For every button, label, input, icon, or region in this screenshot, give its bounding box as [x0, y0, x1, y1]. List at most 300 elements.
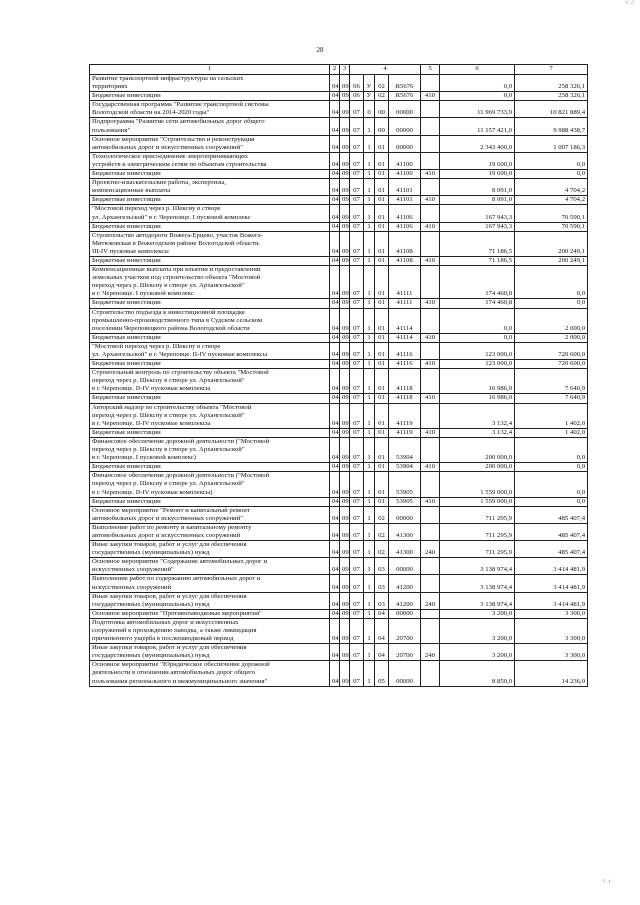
row-name [90, 575, 330, 592]
expense-type-code: 240 [421, 592, 440, 609]
expense-type-code: 410 [421, 394, 440, 403]
podrazdel-code: 09 [340, 101, 350, 118]
table-row [90, 575, 588, 592]
subprogram-code: 1 [364, 256, 375, 265]
row-name-line: Бюджетные инвестиции [92, 196, 161, 204]
corner-mark: ч. 2 [624, 0, 634, 6]
podrazdel-code: 09 [340, 299, 350, 308]
row-name-line: переход через р. Шексну в створе ул. Архангельской" [92, 411, 245, 419]
subprogram-code: 1 [364, 644, 375, 661]
amount-year-2: 4 704,2 [515, 179, 588, 196]
direction-code: 41111 [389, 299, 421, 308]
direction-code: 53904 [389, 437, 421, 462]
row-name [90, 308, 330, 333]
amount-year-2: 7 640,9 [515, 394, 588, 403]
podrazdel-code: 09 [340, 523, 350, 540]
expense-type-code [421, 523, 440, 540]
podrazdel-code: 09 [340, 463, 350, 472]
amount-year-1: 3 132,4 [440, 403, 515, 428]
table-row [90, 506, 588, 523]
row-name-line: Строительство автодороги Вожега-Ерцево, участок Вожега- [92, 231, 263, 239]
page-number: 28 [316, 46, 324, 54]
program-code: 07 [350, 342, 364, 359]
subprogram-code: 1 [364, 170, 375, 179]
amount-year-1: 167 943,3 [440, 205, 515, 222]
subprogram-code: 1 [364, 575, 375, 592]
podrazdel-code: 09 [340, 222, 350, 231]
header-col-6: 6 [440, 65, 515, 75]
row-name [90, 497, 330, 506]
expense-type-code [421, 609, 440, 618]
table-row [90, 463, 588, 472]
podrazdel-code: 09 [340, 266, 350, 299]
subprogram-code: 1 [364, 403, 375, 428]
program-code: 07 [350, 152, 364, 169]
expense-type-code: 410 [421, 222, 440, 231]
program-code: 07 [350, 369, 364, 394]
program-code: 07 [350, 333, 364, 342]
program-code: 07 [350, 170, 364, 179]
subprogram-code: 1 [364, 299, 375, 308]
row-name-line: Бюджетные инвестиции [92, 92, 161, 100]
amount-year-1: 167 943,3 [440, 222, 515, 231]
row-name [90, 299, 330, 308]
program-code: 07 [350, 523, 364, 540]
measure-code: 03 [375, 575, 389, 592]
amount-year-1: 19 600,0 [440, 152, 515, 169]
expense-type-code [421, 101, 440, 118]
row-name-line: "Мостовой переход через р. Шексну в створе [92, 342, 221, 350]
expense-type-code [421, 118, 440, 135]
program-code: 07 [350, 360, 364, 369]
amount-year-1: 1 559 000,0 [440, 472, 515, 497]
table-row [90, 618, 588, 643]
amount-year-2: 10 821 889,4 [515, 101, 588, 118]
measure-code: 01 [375, 333, 389, 342]
measure-code: 00 [375, 118, 389, 135]
subprogram-code: 1 [364, 179, 375, 196]
row-name-line: переход через р. Шексну в створе ул. Архангельской" [92, 446, 245, 454]
row-name [90, 118, 330, 135]
table-row [90, 135, 588, 152]
amount-year-2: 4 704,2 [515, 196, 588, 205]
row-name-line: искусственных сооружений" [92, 566, 174, 574]
amount-year-1: 0,0 [440, 333, 515, 342]
amount-year-2: 0,0 [515, 497, 588, 506]
amount-year-2: 0,0 [515, 152, 588, 169]
row-name-line: Выполнение работ по содержанию автомобильных дорог и [92, 575, 261, 583]
table-row [90, 342, 588, 359]
amount-year-2: 7 640,9 [515, 369, 588, 394]
row-name [90, 394, 330, 403]
row-name-line: Бюджетные инвестиции [92, 360, 161, 368]
amount-year-1: 3 138 974,4 [440, 575, 515, 592]
rzdel-code: 04 [330, 618, 340, 643]
amount-year-2: 70 590,1 [515, 222, 588, 231]
rzdel-code: 04 [330, 506, 340, 523]
row-name [90, 205, 330, 222]
expense-type-code [421, 661, 440, 686]
program-code: 07 [350, 609, 364, 618]
row-name-line: переход через р. Шексну в створе ул. Архангельской" [92, 377, 245, 385]
expense-type-code: 240 [421, 541, 440, 558]
table-row [90, 308, 588, 333]
row-name [90, 179, 330, 196]
expense-type-code [421, 152, 440, 169]
program-code: 07 [350, 558, 364, 575]
podrazdel-code: 09 [340, 472, 350, 497]
row-name-line: автомобильных дорог и искусственных сооружений" [92, 514, 243, 522]
row-name [90, 75, 330, 92]
direction-code: 53905 [389, 472, 421, 497]
amount-year-2: 14 236,0 [515, 661, 588, 686]
measure-code: 01 [375, 152, 389, 169]
expense-type-code [421, 308, 440, 333]
program-code: 07 [350, 428, 364, 437]
measure-code: 05 [375, 661, 389, 686]
measure-code: 01 [375, 170, 389, 179]
measure-code: 01 [375, 497, 389, 506]
amount-year-2: 1 402,0 [515, 403, 588, 428]
row-name-line: Подпрограмма "Развитие сети автомобильных дорог общего [92, 118, 265, 126]
direction-code: 41108 [389, 256, 421, 265]
program-code: 07 [350, 644, 364, 661]
rzdel-code: 04 [330, 231, 340, 256]
expense-type-code [421, 75, 440, 92]
rzdel-code: 04 [330, 558, 340, 575]
row-name-line: переход через р. Шексну в створе ул. Архангельской" [92, 480, 245, 488]
direction-code: R5676 [389, 92, 421, 101]
podrazdel-code: 09 [340, 609, 350, 618]
podrazdel-code: 09 [340, 92, 350, 101]
podrazdel-code: 09 [340, 75, 350, 92]
expense-type-code [421, 231, 440, 256]
program-code: 07 [350, 437, 364, 462]
row-name [90, 463, 330, 472]
amount-year-1: 200 000,0 [440, 437, 515, 462]
podrazdel-code: 09 [340, 196, 350, 205]
header-col-4: 4 [350, 65, 421, 75]
expense-type-code [421, 369, 440, 394]
row-name [90, 92, 330, 101]
expense-type-code [421, 135, 440, 152]
row-name [90, 360, 330, 369]
subprogram-code: 1 [364, 118, 375, 135]
table-row [90, 437, 588, 462]
measure-code: 01 [375, 266, 389, 299]
table-row [90, 403, 588, 428]
row-name-line: Государственная программа "Развитие транспортной системы [92, 101, 269, 109]
row-name [90, 472, 330, 497]
subprogram-code: 1 [364, 369, 375, 394]
program-code: 07 [350, 308, 364, 333]
measure-code: 01 [375, 308, 389, 333]
row-name [90, 558, 330, 575]
subprogram-code: 1 [364, 196, 375, 205]
amount-year-1: 3 200,0 [440, 644, 515, 661]
direction-code: 41200 [389, 592, 421, 609]
row-name-line: III-IV пусковые комплексы [92, 247, 169, 255]
row-name [90, 437, 330, 462]
podrazdel-code: 09 [340, 256, 350, 265]
direction-code: 41300 [389, 541, 421, 558]
program-code: 07 [350, 231, 364, 256]
table-row [90, 118, 588, 135]
amount-year-1: 16 986,0 [440, 369, 515, 394]
amount-year-1: 2 343 400,0 [440, 135, 515, 152]
measure-code: 01 [375, 222, 389, 231]
rzdel-code: 04 [330, 256, 340, 265]
measure-code: 04 [375, 609, 389, 618]
amount-year-2: 0,0 [515, 170, 588, 179]
row-name-line: промышленно-производственного типа в Судском сельском [92, 316, 263, 324]
direction-code: 41300 [389, 523, 421, 540]
table-row [90, 558, 588, 575]
podrazdel-code: 09 [340, 394, 350, 403]
subprogram-code: 1 [364, 472, 375, 497]
direction-code: 41106 [389, 222, 421, 231]
program-code: 07 [350, 256, 364, 265]
measure-code: 01 [375, 463, 389, 472]
amount-year-2: 3 414 481,9 [515, 592, 588, 609]
podrazdel-code: 09 [340, 342, 350, 359]
direction-code: 41114 [389, 308, 421, 333]
subprogram-code: 1 [364, 222, 375, 231]
rzdel-code: 04 [330, 118, 340, 135]
expense-type-code [421, 506, 440, 523]
header-col-5: 5 [421, 65, 440, 75]
rzdel-code: 04 [330, 437, 340, 462]
row-name [90, 196, 330, 205]
row-name-line: Основное мероприятие "Строительство и реконструкция [92, 135, 255, 143]
program-code: 07 [350, 592, 364, 609]
row-name [90, 342, 330, 359]
expense-type-code: 240 [421, 644, 440, 661]
row-name-line: Вологодской области на 2014-2020 годы" [92, 109, 210, 117]
subprogram-code: 1 [364, 523, 375, 540]
rzdel-code: 04 [330, 266, 340, 299]
row-name-line: государственных (муниципальных) нужд [92, 549, 210, 557]
subprogram-code: У [364, 75, 375, 92]
direction-code: 00000 [389, 609, 421, 618]
rzdel-code: 04 [330, 360, 340, 369]
podrazdel-code: 09 [340, 152, 350, 169]
podrazdel-code: 09 [340, 403, 350, 428]
expense-type-code: 410 [421, 170, 440, 179]
row-name-line: земельных участков под строительство объекта "Мостовой [92, 274, 261, 282]
expense-type-code [421, 437, 440, 462]
amount-year-2: 0,0 [515, 437, 588, 462]
podrazdel-code: 09 [340, 170, 350, 179]
amount-year-1: 3 138 974,4 [440, 558, 515, 575]
direction-code: 53905 [389, 497, 421, 506]
row-name-line: Бюджетные инвестиции [92, 299, 161, 307]
rzdel-code: 04 [330, 333, 340, 342]
rzdel-code: 04 [330, 394, 340, 403]
budget-table [89, 64, 588, 687]
row-name [90, 618, 330, 643]
table-body [90, 75, 588, 687]
table-row [90, 592, 588, 609]
table-row [90, 299, 588, 308]
amount-year-2: 2 000,0 [515, 308, 588, 333]
direction-code: 41106 [389, 205, 421, 222]
amount-year-2: 3 414 481,9 [515, 575, 588, 592]
direction-code: 41100 [389, 170, 421, 179]
direction-code: 41114 [389, 333, 421, 342]
rzdel-code: 04 [330, 472, 340, 497]
podrazdel-code: 09 [340, 506, 350, 523]
program-code: 07 [350, 618, 364, 643]
subprogram-code: 1 [364, 428, 375, 437]
measure-code: 04 [375, 644, 389, 661]
row-name-line: Иные закупки товаров, работ и услуг для обеспечения [92, 541, 247, 549]
amount-year-2: 720 600,0 [515, 342, 588, 359]
table-row [90, 472, 588, 497]
amount-year-1: 71 186,5 [440, 231, 515, 256]
row-name-line: государственных (муниципальных) нужд [92, 652, 210, 660]
row-name-line: в г. Череповце. II-IV пусковые комплексы [92, 385, 211, 393]
amount-year-1: 19 600,0 [440, 170, 515, 179]
table-row [90, 179, 588, 196]
direction-code: 41111 [389, 266, 421, 299]
row-name-line: ул. Архангельской" в г. Череповце. II-IV пусковые комплексы [92, 351, 268, 358]
amount-year-1: 174 460,8 [440, 299, 515, 308]
rzdel-code: 04 [330, 152, 340, 169]
podrazdel-code: 09 [340, 497, 350, 506]
row-name-line: Финансовое обеспечение дорожной деятельности ("Мостовой [92, 472, 270, 480]
row-name [90, 609, 330, 618]
measure-code: 02 [375, 75, 389, 92]
row-name [90, 541, 330, 558]
measure-code: 01 [375, 437, 389, 462]
row-name-line: устройств к электрическим сетям по объектам строительства [92, 160, 267, 168]
amount-year-2: 3 300,0 [515, 618, 588, 643]
measure-code: 01 [375, 196, 389, 205]
podrazdel-code: 09 [340, 661, 350, 686]
row-name-line: искусственных сооружений [92, 583, 172, 591]
amount-year-1: 711 295,9 [440, 523, 515, 540]
amount-year-2: 1 007 186,3 [515, 135, 588, 152]
expense-type-code [421, 558, 440, 575]
podrazdel-code: 09 [340, 118, 350, 135]
rzdel-code: 04 [330, 342, 340, 359]
row-name [90, 333, 330, 342]
direction-code: 41119 [389, 403, 421, 428]
amount-year-1: 711 295,9 [440, 506, 515, 523]
subprogram-code: 1 [364, 308, 375, 333]
rzdel-code: 04 [330, 92, 340, 101]
amount-year-2: 485 407,4 [515, 506, 588, 523]
measure-code: 01 [375, 360, 389, 369]
podrazdel-code: 09 [340, 308, 350, 333]
header-row [90, 65, 588, 75]
row-name-line: деятельности в отношении автомобильных дорог общего [92, 669, 256, 677]
expense-type-code: 410 [421, 463, 440, 472]
measure-code: 01 [375, 135, 389, 152]
direction-code: 41119 [389, 428, 421, 437]
row-name-line: Подготовка автомобильных дорог и искусственных [92, 618, 239, 626]
row-name-line: Бюджетные инвестиции [92, 170, 161, 178]
row-name-line: переход через р. Шексну в створе ул. Архангельской" [92, 282, 245, 290]
amount-year-2: 200 249,1 [515, 256, 588, 265]
measure-code: 01 [375, 428, 389, 437]
row-name [90, 266, 330, 299]
row-name [90, 256, 330, 265]
measure-code: 01 [375, 342, 389, 359]
podrazdel-code: 09 [340, 437, 350, 462]
expense-type-code: 410 [421, 299, 440, 308]
table-row [90, 256, 588, 265]
row-name [90, 170, 330, 179]
direction-code: 41118 [389, 369, 421, 394]
row-name-line: Бюджетные инвестиции [92, 333, 161, 341]
measure-code: 02 [375, 92, 389, 101]
rzdel-code: 04 [330, 661, 340, 686]
program-code: 07 [350, 118, 364, 135]
amount-year-1: 3 200,0 [440, 609, 515, 618]
subprogram-code: 1 [364, 342, 375, 359]
expense-type-code [421, 205, 440, 222]
expense-type-code [421, 618, 440, 643]
podrazdel-code: 09 [340, 592, 350, 609]
amount-year-2: 2 000,0 [515, 333, 588, 342]
row-name-line: сооружений к прохождению паводка, а также ликвидация [92, 627, 257, 634]
direction-code: 53904 [389, 463, 421, 472]
direction-code: 41101 [389, 179, 421, 196]
header-col-1: 1 [90, 65, 330, 75]
row-name-line: Строительство подъезда к инвестиционной площадке [92, 308, 246, 316]
podrazdel-code: 09 [340, 575, 350, 592]
row-name-line: государственных (муниципальных) нужд [92, 600, 210, 608]
amount-year-1: 3 200,0 [440, 618, 515, 643]
rzdel-code: 04 [330, 299, 340, 308]
amount-year-2: 3 300,0 [515, 609, 588, 618]
rzdel-code: 04 [330, 308, 340, 333]
amount-year-2: 9 988 438,7 [515, 118, 588, 135]
amount-year-1: 3 138 974,4 [440, 592, 515, 609]
program-code: 07 [350, 472, 364, 497]
row-name-line: Иные закупки товаров, работ и услуг для обеспечения [92, 592, 247, 600]
row-name [90, 661, 330, 686]
expense-type-code [421, 472, 440, 497]
direction-code: R5676 [389, 75, 421, 92]
header-col-7: 7 [515, 65, 588, 75]
subprogram-code: 1 [364, 592, 375, 609]
measure-code: 04 [375, 618, 389, 643]
expense-type-code [421, 179, 440, 196]
rzdel-code: 04 [330, 541, 340, 558]
program-code: 07 [350, 266, 364, 299]
direction-code: 00000 [389, 101, 421, 118]
amount-year-2: 0,0 [515, 266, 588, 299]
amount-year-1: 0,0 [440, 308, 515, 333]
program-code: 07 [350, 196, 364, 205]
row-name-line: в г. Череповце. I пусковой комплекс) [92, 454, 197, 462]
amount-year-2: 0,0 [515, 299, 588, 308]
amount-year-1: 3 132,4 [440, 428, 515, 437]
table-row [90, 152, 588, 169]
row-name-line: ул. Архангельской" в г. Череповце. I пусковой комплекс [92, 213, 251, 221]
direction-code: 41100 [389, 152, 421, 169]
subprogram-code: 1 [364, 152, 375, 169]
row-name-line: Бюджетные инвестиции [92, 428, 161, 436]
row-name-line: Бюджетные инвестиции [92, 497, 161, 505]
program-code: 07 [350, 403, 364, 428]
table-row [90, 92, 588, 101]
row-name-line: Иные закупки товаров, работ и услуг для обеспечения [92, 644, 247, 652]
rzdel-code: 04 [330, 369, 340, 394]
